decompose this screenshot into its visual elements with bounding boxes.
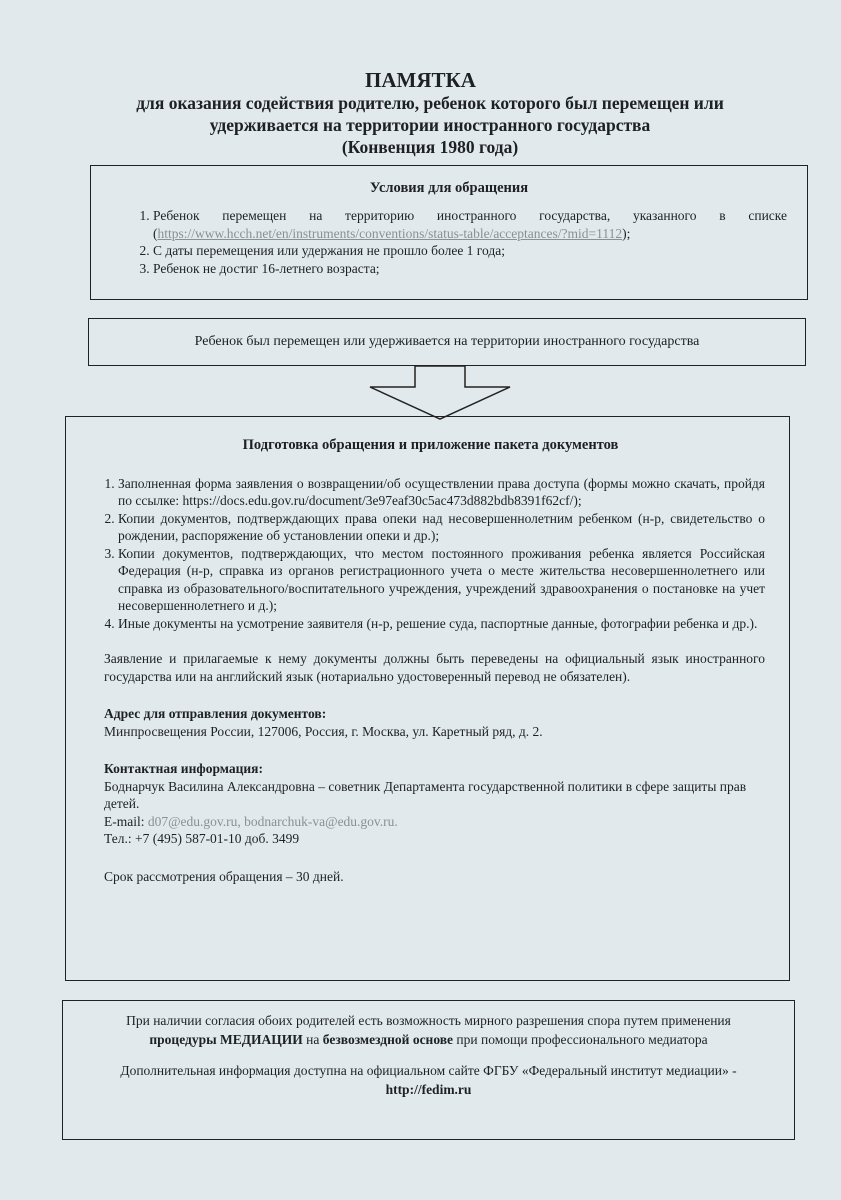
mediation-box [62,1000,795,1140]
email-label: E-mail: [104,813,148,829]
step-box [88,318,806,366]
list-item: 2. Копии документов, подтверждающих права опеки над несовершеннолетним ребенком (н-р, свидетельство о рождении, распоряжение об установлении опеки и др.); [118,510,765,545]
list-item: 2. С даты перемещения или удержания не прошло более 1 года; [153,242,787,260]
mediation-info [93,1061,764,1099]
documents-list [96,475,765,633]
text: при помощи профессионального медиатора [453,1032,708,1047]
address-heading: Адрес для отправления документов: [104,706,327,721]
text: При наличии согласия обоих родителей есть возможность мирного разрешения спора путем применения [126,1013,731,1028]
fedim-link[interactable]: http://fedim.ru [385,1082,472,1097]
down-arrow-icon [360,365,520,421]
mediation-text [93,1011,764,1049]
text: на [302,1032,323,1047]
preparation-box [65,416,790,981]
list-item [153,207,787,242]
item-text: Ребенок перемещен на территорию иностранного государства, указанного в списке ( [153,208,787,241]
subtitle-line: удерживается на территории иностранного государства [209,115,651,135]
item-text: Заполненная форма заявления о возвращении/об осуществлении права доступа (формы можно скачать, пройдя по ссылке: [118,475,765,508]
contact-person: Боднарчук Василина Александровна – советник Департамента государственной политики в сфере защиты прав детей. [104,778,747,811]
address-section [96,705,765,740]
conditions-list [131,207,787,277]
text: Дополнительная информация доступна на официальном сайте ФГБУ «Федеральный институт медиации» - [120,1063,737,1078]
item-text: ); [573,493,582,508]
translation-note: Заявление и прилагаемые к нему документы должны быть переведены на официальный язык иностранного государства или на английский язык (нотариально удостоверенный перевод не обязателен). [104,651,765,684]
free-emphasis: безвозмездной основе [322,1032,454,1047]
mediation-emphasis: процедуры МЕДИАЦИИ [149,1032,303,1047]
contact-heading: Контактная информация: [104,761,263,776]
document-title: ПАМЯТКА [365,68,476,92]
address-text: Минпросвещения России, 127006, Россия, г. Москва, ул. Каретный ряд, д. 2. [104,723,543,739]
list-item: 3. Копии документов, подтверждающих, что местом постоянного проживания ребенка является Российская Федерация (н-р, справка из органов регистрационного учета о месте жительства несовершеннолетнего или справка из образовательного/воспитательного учреждения, учреждений здравоохранения о постановке на учет несовершеннолетнего и д.); [118,545,765,615]
hcch-link[interactable]: https://www.hcch.net/en/instruments/conventions/status-table/acceptances/?mid=1112 [157,225,623,241]
subtitle-line: (Конвенция 1980 года) [341,137,519,157]
conditions-heading: Условия для обращения [369,180,529,196]
email-links[interactable]: d07@edu.gov.ru, bodnarchuk-va@edu.gov.ru. [147,813,398,829]
phone: Тел.: +7 (495) 587-01-10 доб. 3499 [104,831,300,846]
email-line [104,813,765,831]
contact-section [96,760,765,848]
docs-link[interactable]: https://docs.edu.gov.ru/document/3e97eaf30c5ac473d882bdb8391f62cf/ [182,493,574,508]
list-item: 4. Иные документы на усмотрение заявителя (н-р, решение суда, паспортные данные, фотографии ребенка и др.). [118,615,765,633]
list-item [118,475,765,510]
conditions-box [90,165,808,300]
preparation-heading: Подготовка обращения и приложение пакета документов [242,437,619,453]
subtitle-line: для оказания содействия родителю, ребенок которого был перемещен или [136,93,724,113]
review-term: Срок рассмотрения обращения – 30 дней. [104,868,344,884]
document-subtitle [40,92,820,158]
list-item: 3. Ребенок не достиг 16-летнего возраста; [153,260,787,278]
step-text: Ребенок был перемещен или удерживается на территории иностранного государства [194,334,700,349]
item-text: ); [622,225,631,241]
